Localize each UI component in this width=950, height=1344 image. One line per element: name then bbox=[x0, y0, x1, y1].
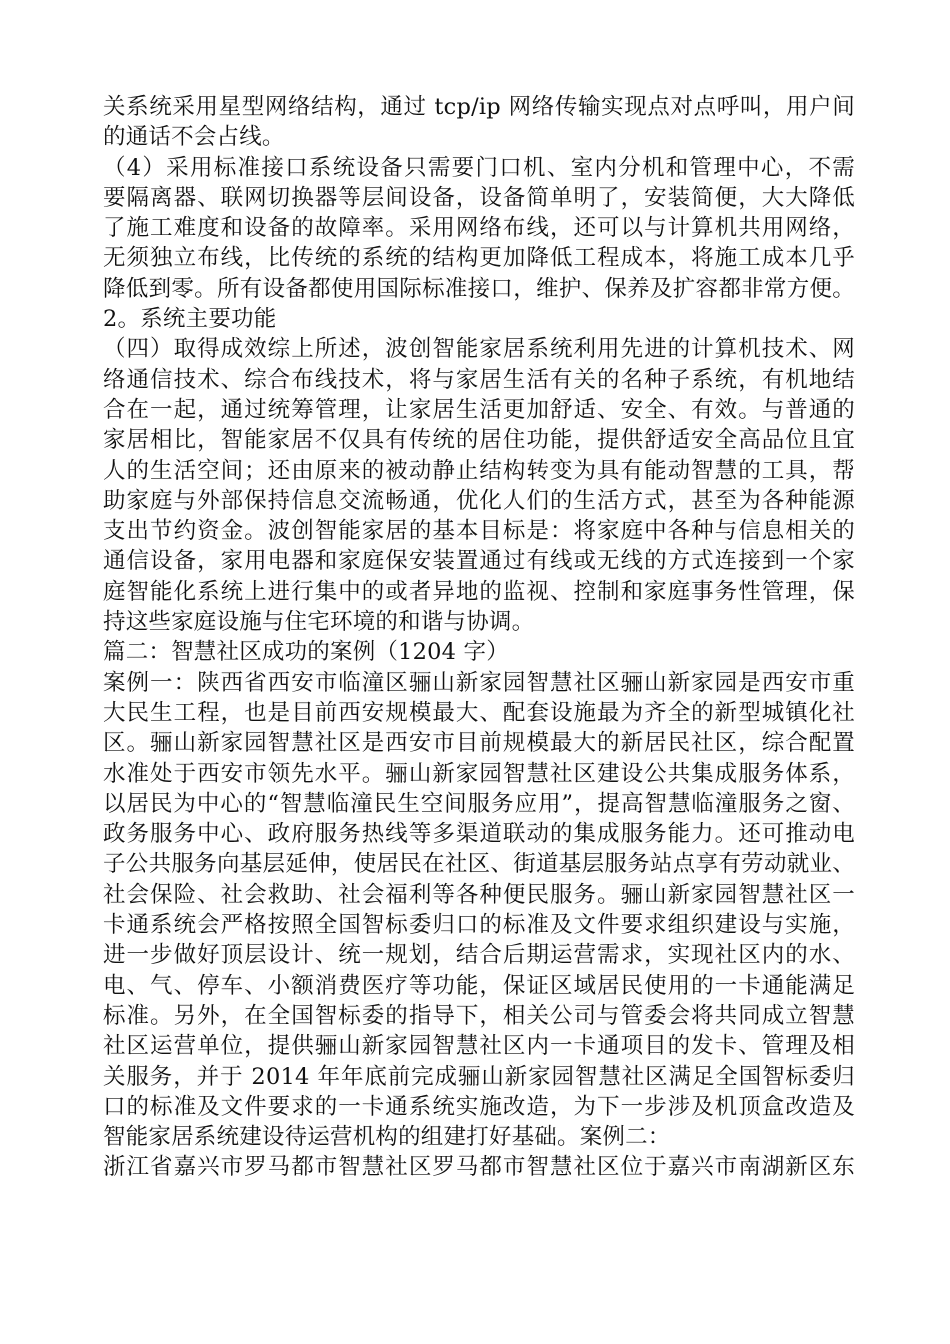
text-line: 进一步做好顶层设计、统一规划，结合后期运营需求，实现社区内的水、 bbox=[103, 942, 855, 969]
text-line: 大民生工程，也是目前西安规模最大、配套设施最为齐全的新型城镇化社 bbox=[103, 699, 855, 726]
text-line: 案例一：陕西省西安市临潼区骊山新家园智慧社区骊山新家园是西安市重 bbox=[103, 669, 855, 696]
text-line: 社区运营单位，提供骊山新家园智慧社区内一卡通项目的发卡、管理及相 bbox=[103, 1033, 855, 1060]
text-line: 浙江省嘉兴市罗马都市智慧社区罗马都市智慧社区位于嘉兴市南湖新区东 bbox=[103, 1154, 855, 1181]
text-line: （四）取得成效综上所述，波创智能家居系统利用先进的计算机技术、网 bbox=[103, 336, 855, 363]
section-heading: 篇二：智慧社区成功的案例（1204 字） bbox=[103, 639, 509, 666]
text-line: 降低到零。所有设备都使用国际标准接口，维护、保养及扩容都非常方便。 bbox=[103, 275, 855, 302]
text-line: 子公共服务向基层延伸，使居民在社区、街道基层服务站点享有劳动就业、 bbox=[103, 851, 855, 878]
text-line: （4）采用标准接口系统设备只需要门口机、室内分机和管理中心，不需 bbox=[103, 154, 855, 181]
text-line: 通信设备，家用电器和家庭保安装置通过有线或无线的方式连接到一个家 bbox=[103, 548, 855, 575]
text-line: 的通话不会占线。 bbox=[103, 124, 285, 151]
text-line: 助家庭与外部保持信息交流畅通，优化人们的生活方式，甚至为各种能源 bbox=[103, 487, 855, 514]
text-line: 卡通系统会严格按照全国智标委归口的标准及文件要求组织建设与实施， bbox=[103, 912, 855, 939]
text-line: 家居相比，智能家居不仅具有传统的居住功能，提供舒适安全高品位且宜 bbox=[103, 427, 855, 454]
text-line: 以居民为中心的“智慧临潼民生空间服务应用”，提高智慧临潼服务之窗、 bbox=[103, 790, 855, 817]
text-line: 人的生活空间；还由原来的被动静止结构转变为具有能动智慧的工具，帮 bbox=[103, 457, 855, 484]
text-line: 口的标准及文件要求的一卡通系统实施改造，为下一步涉及机顶盒改造及 bbox=[103, 1093, 855, 1120]
document-body bbox=[103, 92, 855, 1183]
text-line: 区。骊山新家园智慧社区是西安市目前规模最大的新居民社区，综合配置 bbox=[103, 730, 855, 757]
text-line: 合在一起，通过统筹管理，让家居生活更加舒适、安全、有效。与普通的 bbox=[103, 396, 855, 423]
text-line: 标准。另外，在全国智标委的指导下，相关公司与管委会将共同成立智慧 bbox=[103, 1002, 855, 1029]
text-line: 了施工难度和设备的故障率。采用网络布线，还可以与计算机共用网络， bbox=[103, 215, 855, 242]
text-line: 络通信技术、综合布线技术，将与家居生活有关的名种子系统，有机地结 bbox=[103, 366, 855, 393]
text-line: 政务服务中心、政府服务热线等多渠道联动的集成服务能力。还可推动电 bbox=[103, 821, 855, 848]
text-line: 社会保险、社会救助、社会福利等各种便民服务。骊山新家园智慧社区一 bbox=[103, 881, 855, 908]
text-line: 水准处于西安市领先水平。骊山新家园智慧社区建设公共集成服务体系， bbox=[103, 760, 855, 787]
text-line: 持这些家庭设施与住宅环境的和谐与协调。 bbox=[103, 609, 535, 636]
text-line: 庭智能化系统上进行集中的或者异地的监视、控制和家庭事务性管理，保 bbox=[103, 578, 855, 605]
text-line: 无须独立布线，比传统的系统的结构更加降低工程成本，将施工成本几乎 bbox=[103, 245, 855, 272]
text-line: 支出节约资金。波创智能家居的基本目标是：将家庭中各种与信息相关的 bbox=[103, 518, 855, 545]
section-heading: 2。系统主要功能 bbox=[103, 306, 277, 333]
text-line: 关服务，并于 2014 年年底前完成骊山新家园智慧社区满足全国智标委归 bbox=[103, 1063, 855, 1090]
text-line: 要隔离器、联网切换器等层间设备，设备简单明了，安装简便，大大降低 bbox=[103, 184, 855, 211]
text-line: 智能家居系统建设待运营机构的组建打好基础。案例二： bbox=[103, 1124, 671, 1151]
text-line: 关系统采用星型网络结构，通过 tcp/ip 网络传输实现点对点呼叫，用户间 bbox=[103, 94, 855, 120]
text-line: 电、气、停车、小额消费医疗等功能，保证区域居民使用的一卡通能满足 bbox=[103, 972, 855, 999]
